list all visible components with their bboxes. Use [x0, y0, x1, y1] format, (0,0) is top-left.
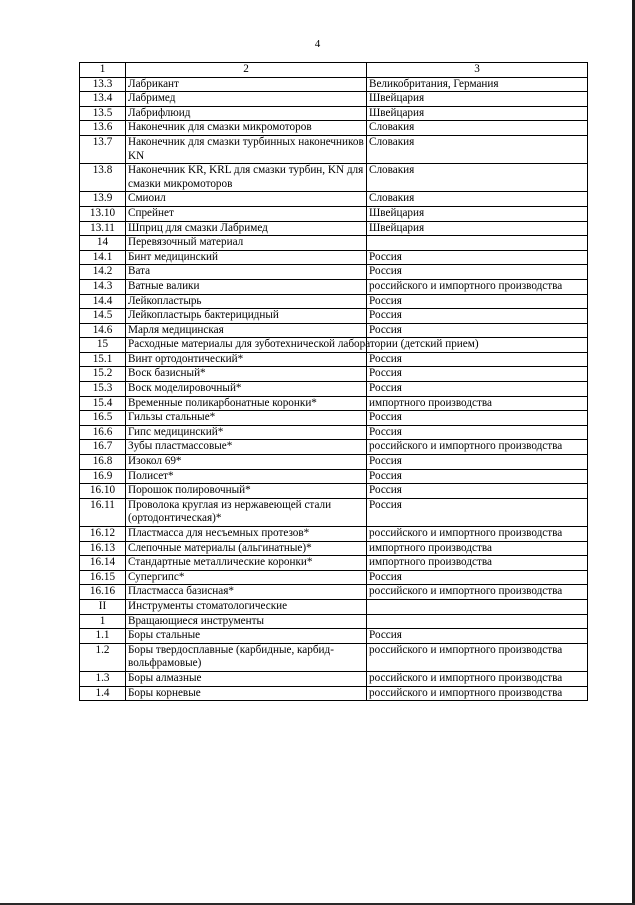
table-row: [80, 599, 588, 614]
table-row: [80, 643, 588, 671]
row-country-cell: российского и импортного производства: [367, 585, 588, 600]
table-row: [80, 164, 588, 192]
row-number-cell: 14.4: [80, 294, 126, 309]
row-number-cell: 16.9: [80, 469, 126, 484]
row-name-cell: Воск базисный*: [126, 367, 367, 382]
table-row: [80, 221, 588, 236]
row-country-cell: Россия: [367, 352, 588, 367]
row-country-cell: Россия: [367, 265, 588, 280]
row-country-cell: Россия: [367, 498, 588, 526]
row-country-cell: Швейцария: [367, 221, 588, 236]
row-name-cell: Гильзы стальные*: [126, 411, 367, 426]
table-row: [80, 425, 588, 440]
row-number-cell: 14: [80, 236, 126, 251]
row-country-cell: Россия: [367, 570, 588, 585]
row-name-cell: Шприц для смазки Лабримед: [126, 221, 367, 236]
header-col-1: 1: [80, 63, 126, 78]
row-country-cell: Швейцария: [367, 106, 588, 121]
row-name-cell: Пластмасса базисная*: [126, 585, 367, 600]
table-row: [80, 121, 588, 136]
table-row: [80, 135, 588, 163]
row-number-cell: 14.1: [80, 250, 126, 265]
row-name-cell: Бинт медицинский: [126, 250, 367, 265]
row-country-cell: Россия: [367, 425, 588, 440]
table-row: [80, 338, 588, 353]
row-name-cell: Спрейнет: [126, 206, 367, 221]
row-country-cell: российского и импортного производства: [367, 279, 588, 294]
table-row: [80, 527, 588, 542]
row-number-cell: 1.4: [80, 686, 126, 701]
row-number-cell: 15.1: [80, 352, 126, 367]
row-number-cell: 16.5: [80, 411, 126, 426]
row-name-cell: Боры стальные: [126, 629, 367, 644]
row-number-cell: 16.8: [80, 455, 126, 470]
row-number-cell: 15.2: [80, 367, 126, 382]
row-country-cell: российского и импортного производства: [367, 671, 588, 686]
row-country-cell: Россия: [367, 469, 588, 484]
table-row: [80, 469, 588, 484]
row-number-cell: 1.3: [80, 671, 126, 686]
table-row: [80, 614, 588, 629]
materials-table: [79, 62, 588, 701]
header-col-3: 3: [367, 63, 588, 78]
table-row: [80, 440, 588, 455]
row-country-cell: Словакия: [367, 164, 588, 192]
row-name-cell: Порошок полировочный*: [126, 484, 367, 499]
row-name-cell: Ватные валики: [126, 279, 367, 294]
row-number-cell: 14.5: [80, 309, 126, 324]
row-number-cell: 16.13: [80, 541, 126, 556]
row-country-cell: Россия: [367, 484, 588, 499]
table-row: [80, 629, 588, 644]
table-row: [80, 106, 588, 121]
table-row: [80, 265, 588, 280]
row-country-cell: российского и импортного производства: [367, 440, 588, 455]
row-number-cell: 13.6: [80, 121, 126, 136]
row-name-cell: Инструменты стоматологические: [126, 599, 367, 614]
table-row: [80, 411, 588, 426]
row-number-cell: 14.3: [80, 279, 126, 294]
table-row: [80, 455, 588, 470]
row-name-cell: Пластмасса для несъемных протезов*: [126, 527, 367, 542]
table-row: [80, 585, 588, 600]
row-name-cell: Воск моделировочный*: [126, 382, 367, 397]
table-row: [80, 279, 588, 294]
row-country-cell: [367, 599, 588, 614]
row-number-cell: II: [80, 599, 126, 614]
row-name-cell: Боры корневые: [126, 686, 367, 701]
table-row: [80, 236, 588, 251]
row-number-cell: 15.3: [80, 382, 126, 397]
row-country-cell: российского и импортного производства: [367, 686, 588, 701]
row-name-cell: Боры твердосплавные (карбидные, карбид-вольфрамовые): [126, 643, 367, 671]
row-country-cell: Россия: [367, 455, 588, 470]
row-name-cell: Лабримед: [126, 92, 367, 107]
row-country-cell: российского и импортного производства: [367, 527, 588, 542]
row-number-cell: 14.2: [80, 265, 126, 280]
table-row: [80, 192, 588, 207]
row-number-cell: 16.14: [80, 556, 126, 571]
row-country-cell: Великобритания, Германия: [367, 77, 588, 92]
table-row: [80, 498, 588, 526]
row-country-cell: импортного производства: [367, 541, 588, 556]
row-country-cell: Россия: [367, 411, 588, 426]
row-number-cell: 13.9: [80, 192, 126, 207]
table-row: [80, 323, 588, 338]
table-row: [80, 556, 588, 571]
row-country-cell: Россия: [367, 629, 588, 644]
row-number-cell: 13.3: [80, 77, 126, 92]
row-country-cell: Словакия: [367, 192, 588, 207]
table-row: [80, 352, 588, 367]
row-country-cell: Швейцария: [367, 92, 588, 107]
row-number-cell: 13.8: [80, 164, 126, 192]
row-number-cell: 16.12: [80, 527, 126, 542]
row-country-cell: Россия: [367, 250, 588, 265]
row-name-cell: Изокол 69*: [126, 455, 367, 470]
table-row: [80, 77, 588, 92]
row-country-cell: Россия: [367, 367, 588, 382]
row-name-cell: Слепочные материалы (альгинатные)*: [126, 541, 367, 556]
row-name-cell: Боры алмазные: [126, 671, 367, 686]
table-body: [80, 63, 588, 701]
row-country-cell: импортного производства: [367, 556, 588, 571]
row-name-cell: Лабрифлюид: [126, 106, 367, 121]
row-country-cell: [367, 614, 588, 629]
row-number-cell: 16.11: [80, 498, 126, 526]
row-number-cell: 15: [80, 338, 126, 353]
row-country-cell: Словакия: [367, 135, 588, 163]
table-row: [80, 382, 588, 397]
row-name-cell: Вращающиеся инструменты: [126, 614, 367, 629]
row-name-cell: Проволока круглая из нержавеющей стали (ортодонтическая)*: [126, 498, 367, 526]
row-country-cell: Россия: [367, 309, 588, 324]
table-row: [80, 250, 588, 265]
row-name-cell: Лейкопластырь бактерицидный: [126, 309, 367, 324]
page-number: 4: [314, 38, 321, 50]
row-name-cell: Наконечник для смазки турбинных наконечников KN: [126, 135, 367, 163]
table-row: [80, 686, 588, 701]
row-number-cell: 16.7: [80, 440, 126, 455]
row-name-cell: Гипс медицинский*: [126, 425, 367, 440]
row-name-cell: Лабрикант: [126, 77, 367, 92]
row-name-cell: Наконечник для смазки микромоторов: [126, 121, 367, 136]
row-country-cell: [367, 236, 588, 251]
table-row: [80, 570, 588, 585]
row-name-cell: Зубы пластмассовые*: [126, 440, 367, 455]
row-number-cell: 1.2: [80, 643, 126, 671]
row-number-cell: 13.10: [80, 206, 126, 221]
row-name-cell: Стандартные металлические коронки*: [126, 556, 367, 571]
row-number-cell: 1: [80, 614, 126, 629]
table-row: [80, 92, 588, 107]
row-number-cell: 16.15: [80, 570, 126, 585]
row-name-cell: Расходные материалы для зуботехнической лаборатории (детский прием): [126, 338, 367, 353]
header-col-2: 2: [126, 63, 367, 78]
row-name-cell: Наконечник KR, KRL для смазки турбин, KN для смазки микромоторов: [126, 164, 367, 192]
row-name-cell: Вата: [126, 265, 367, 280]
row-number-cell: 16.16: [80, 585, 126, 600]
row-number-cell: 13.5: [80, 106, 126, 121]
table-row: [80, 541, 588, 556]
table-row: [80, 309, 588, 324]
row-number-cell: 15.4: [80, 396, 126, 411]
row-number-cell: 14.6: [80, 323, 126, 338]
row-name-cell: Винт ортодонтический*: [126, 352, 367, 367]
row-country-cell: Россия: [367, 294, 588, 309]
row-number-cell: 13.7: [80, 135, 126, 163]
row-country-cell: Россия: [367, 323, 588, 338]
table-row: [80, 671, 588, 686]
row-number-cell: 13.11: [80, 221, 126, 236]
row-name-cell: Супергипс*: [126, 570, 367, 585]
row-name-cell: Полисет*: [126, 469, 367, 484]
row-country-cell: импортного производства: [367, 396, 588, 411]
row-name-cell: Лейкопластырь: [126, 294, 367, 309]
row-number-cell: 16.6: [80, 425, 126, 440]
row-country-cell: российского и импортного производства: [367, 643, 588, 671]
row-number-cell: 13.4: [80, 92, 126, 107]
row-name-cell: Смиоил: [126, 192, 367, 207]
table-row: [80, 367, 588, 382]
row-country-cell: Словакия: [367, 121, 588, 136]
table-row: [80, 294, 588, 309]
row-name-cell: Марля медицинская: [126, 323, 367, 338]
table-row: [80, 484, 588, 499]
row-country-cell: Россия: [367, 382, 588, 397]
row-name-cell: Временные поликарбонатные коронки*: [126, 396, 367, 411]
row-number-cell: 16.10: [80, 484, 126, 499]
row-name-cell: Перевязочный материал: [126, 236, 367, 251]
table-header-row: [80, 63, 588, 78]
row-number-cell: 1.1: [80, 629, 126, 644]
table-row: [80, 206, 588, 221]
table-row: [80, 396, 588, 411]
row-country-cell: Швейцария: [367, 206, 588, 221]
